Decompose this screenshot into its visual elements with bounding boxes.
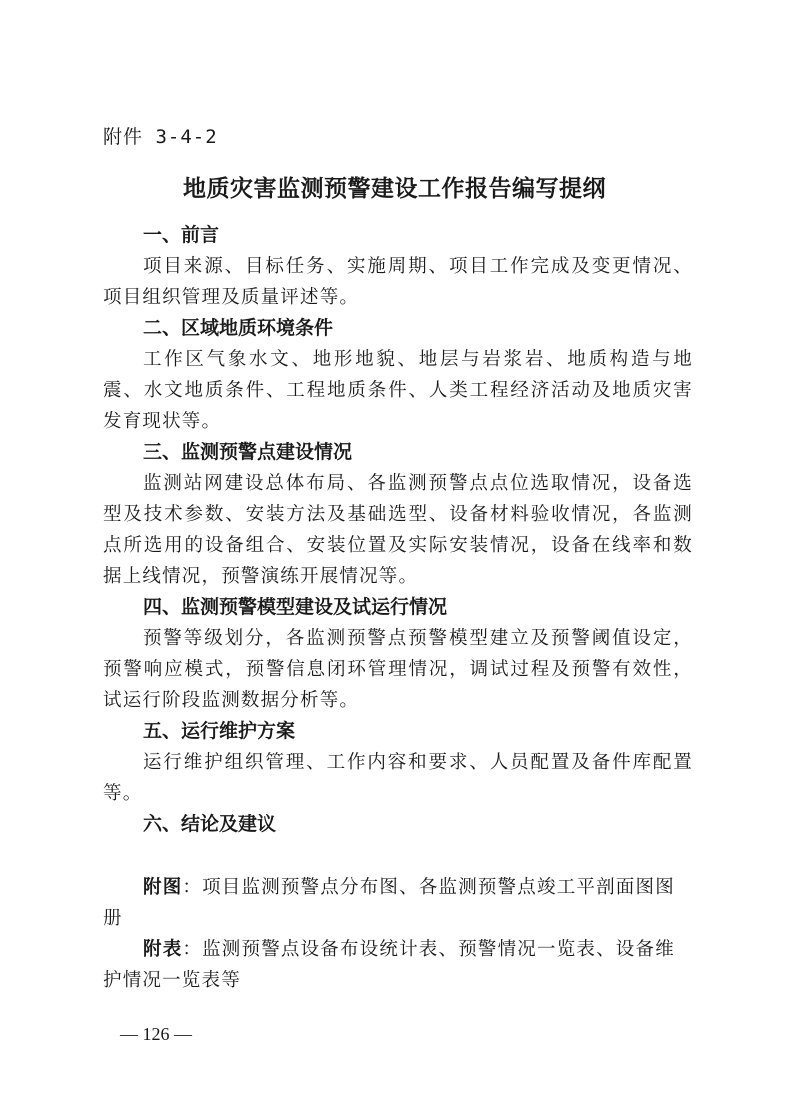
document-title: 地质灾害监测预警建设工作报告编写提纲 <box>183 175 606 202</box>
section-body-geology: 工作区气象水文、地形地貌、地层与岩浆岩、地质构造与地震、水文地质条件、工程地质条件、人类工程经济活动及地质灾害发育现状等。 <box>103 349 693 432</box>
appendix-tables <box>103 934 693 996</box>
section-heading-maintenance: 五、运行维护方案 <box>143 720 296 742</box>
section-body-monitoring-points: 监测站网建设总体布局、各监测预警点点位选取情况，设备选型及技术参数、安装方法及基础选型、设备材料验收情况，各监测点所选用的设备组合、安装位置及实际安装情况，设备在线率和数据上线情况，预警演练开展情况等。 <box>103 473 693 587</box>
appendix-figures-label: 附图 <box>143 877 183 898</box>
section-heading-warning-model: 四、监测预警模型建设及试运行情况 <box>143 596 448 618</box>
attachment-label: 附件 3-4-2 <box>103 126 218 148</box>
section-body-maintenance: 运行维护组织管理、工作内容和要求、人员配置及备件库配置等。 <box>103 752 693 804</box>
appendix-figures <box>103 872 693 934</box>
document-body <box>103 220 693 996</box>
appendix-tables-text: ：监测预警点设备布设统计表、预警情况一览表、设备维护情况一览表等 <box>103 939 675 991</box>
appendix-tables-label: 附表 <box>143 939 183 960</box>
section-body-warning-model: 预警等级划分，各监测预警点预警模型建立及预警阈值设定，预警响应模式，预警信息闭环管理情况，调试过程及预警有效性，试运行阶段监测数据分析等。 <box>103 628 693 711</box>
section-body-preface: 项目来源、目标任务、实施周期、项目工作完成及变更情况、项目组织管理及质量评述等。 <box>103 256 693 308</box>
section-heading-conclusion: 六、结论及建议 <box>143 813 277 835</box>
section-heading-monitoring-points: 三、监测预警点建设情况 <box>143 441 353 463</box>
spacer <box>103 840 693 872</box>
section-heading-preface: 一、前言 <box>143 224 220 246</box>
section-heading-geology: 二、区域地质环境条件 <box>143 317 334 339</box>
appendix-figures-text: ：项目监测预警点分布图、各监测预警点竣工平剖面图图册 <box>103 877 675 929</box>
page-number: — 126 — <box>120 1024 192 1044</box>
